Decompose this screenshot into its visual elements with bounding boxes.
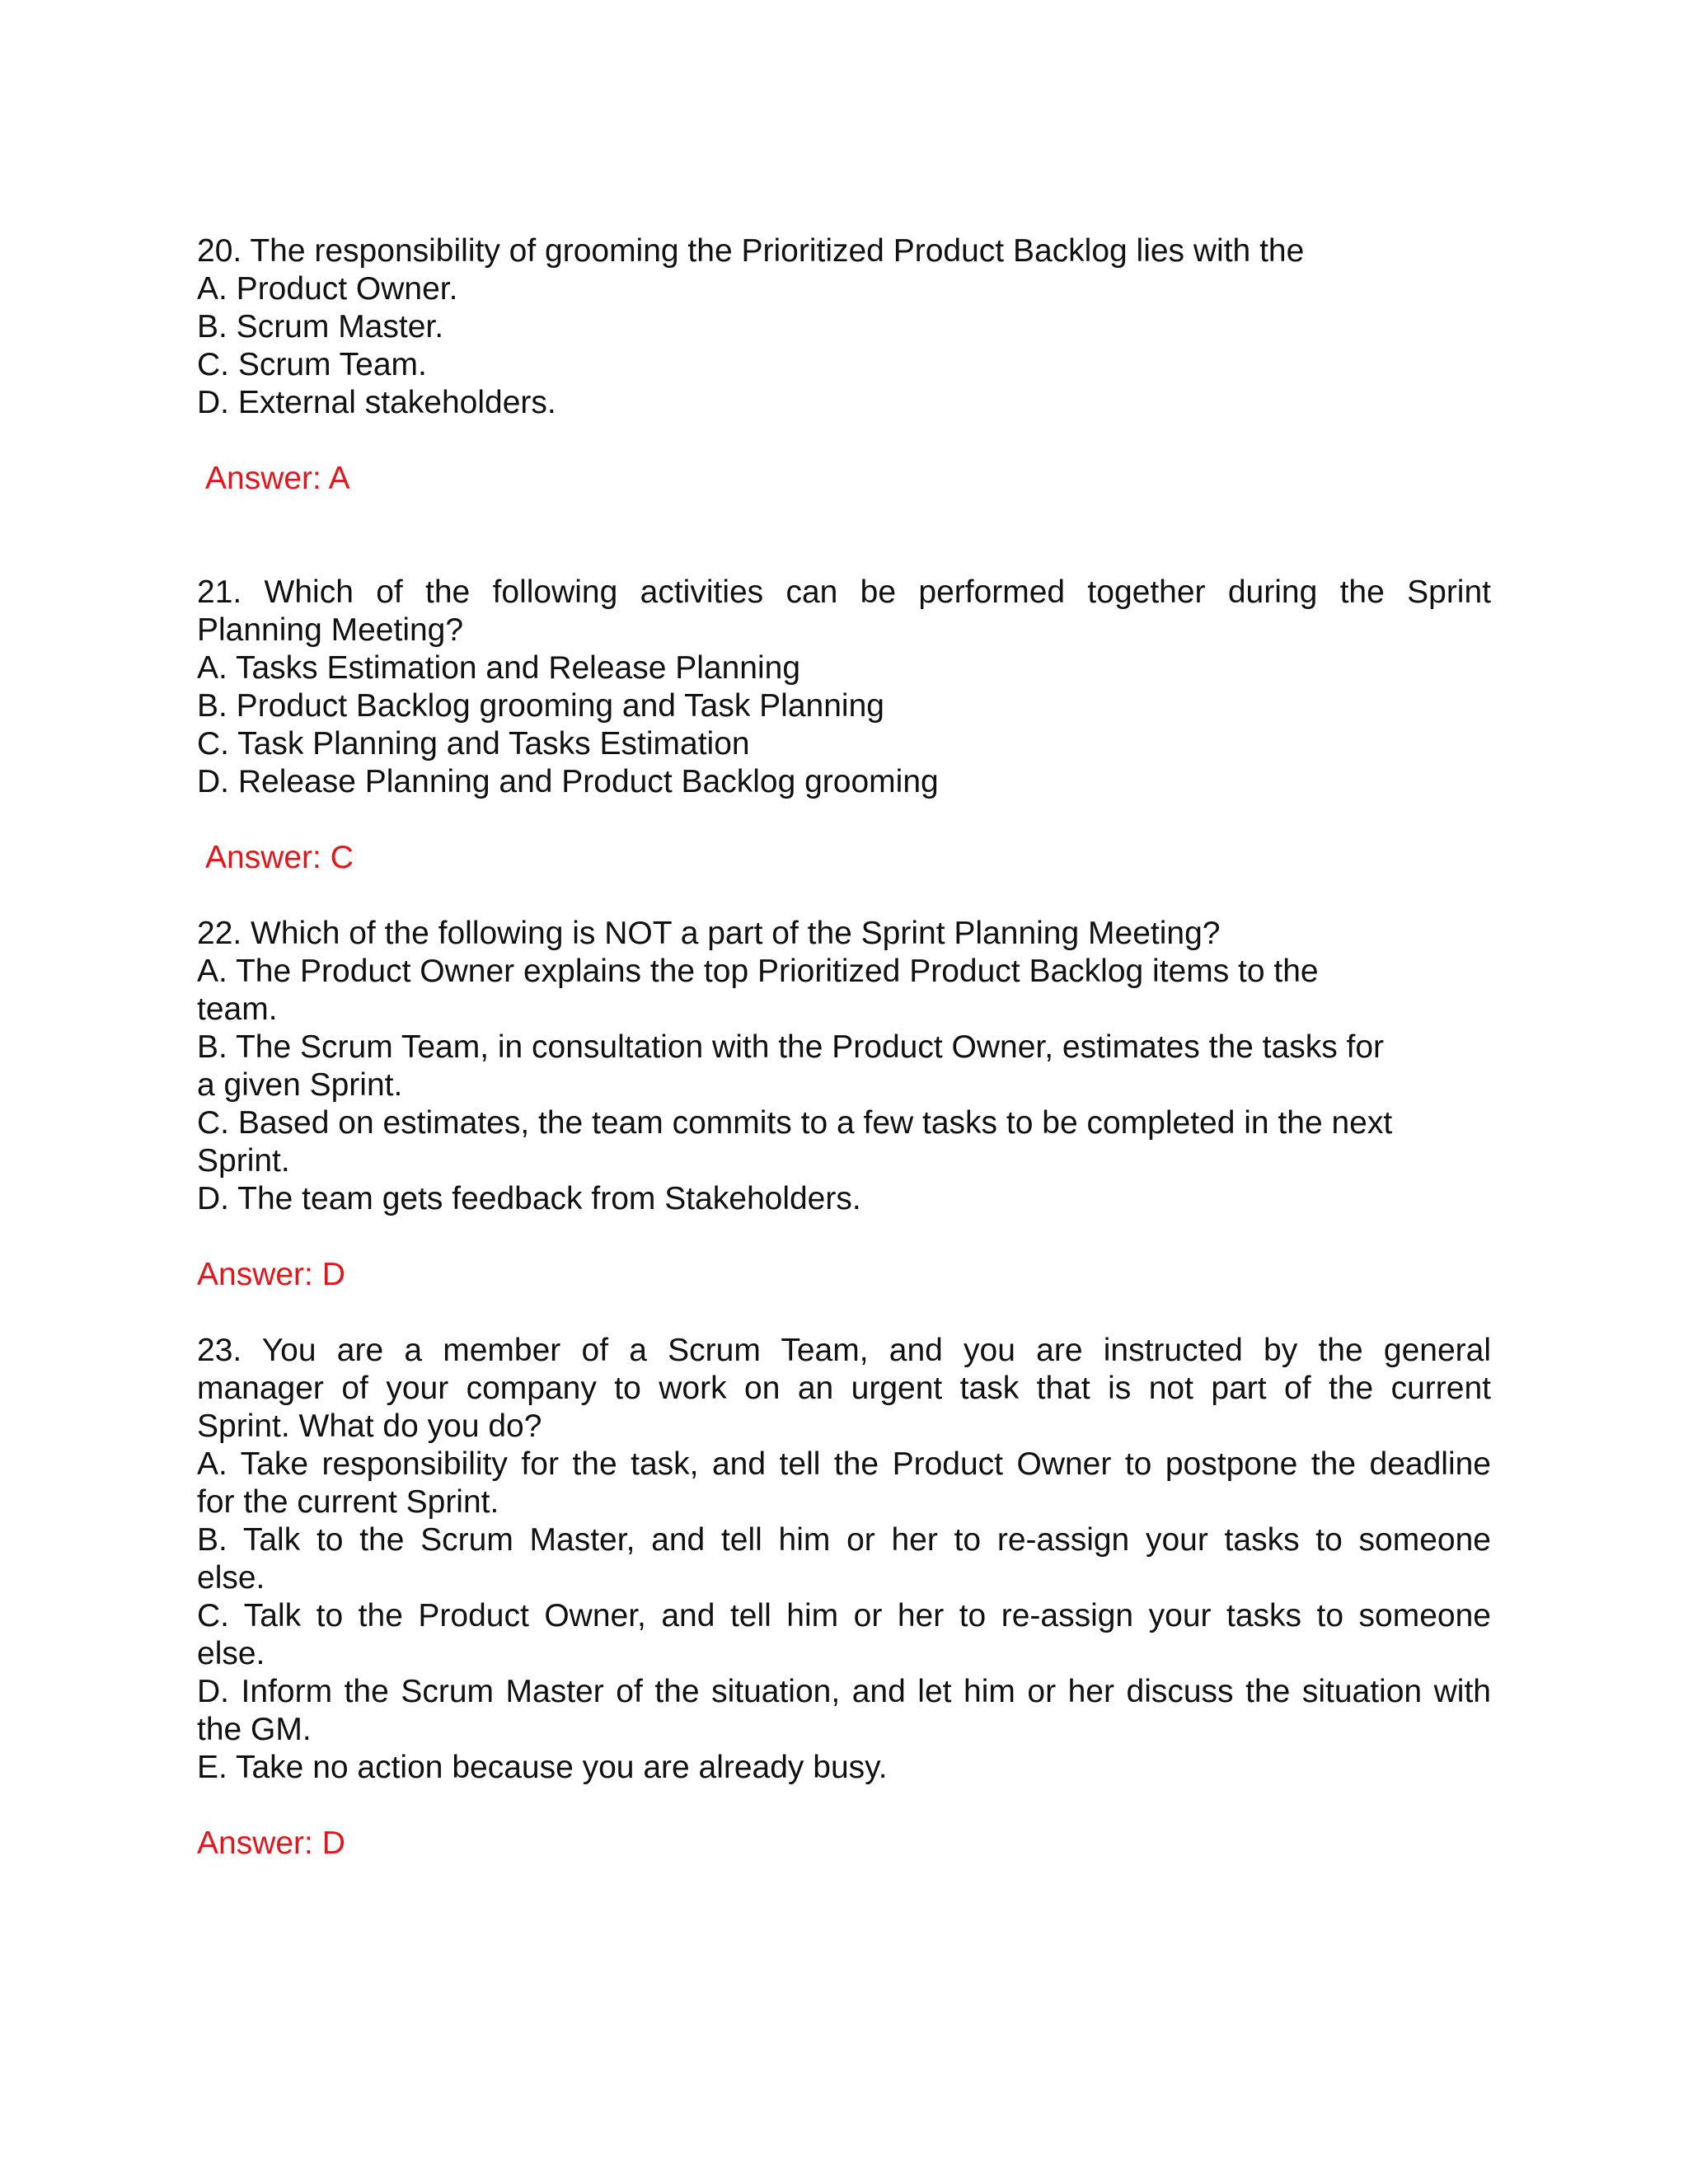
question-text-continued: manager of your company to work on an urgent task that is not part of the current: [197, 1371, 1491, 1406]
question-block-20: [197, 232, 1491, 498]
option-e: E. Take no action because you are already busy.: [197, 1750, 888, 1785]
option-c: C. Talk to the Product Owner, and tell him or her to re-assign your tasks to someone: [197, 1598, 1491, 1633]
option-c-continued: else.: [197, 1636, 265, 1671]
option-a-continued: team.: [197, 991, 278, 1027]
option-a: A. Product Owner.: [197, 271, 458, 307]
question-text-continued: Planning Meeting?: [197, 612, 464, 648]
answer-label: Answer: A: [205, 461, 350, 496]
answer-label: Answer: D: [197, 1257, 345, 1292]
question-text: 21. Which of the following activities can be performed together during the Sprint: [197, 574, 1491, 610]
option-c-continued: Sprint.: [197, 1143, 290, 1179]
option-a: A. The Product Owner explains the top Prioritized Product Backlog items to the: [197, 954, 1319, 989]
question-text: 22. Which of the following is NOT a part of the Sprint Planning Meeting?: [197, 916, 1221, 951]
question-list: [197, 232, 1491, 1863]
answer-label: Answer: D: [197, 1825, 345, 1861]
option-d: D. External stakeholders.: [197, 385, 556, 420]
question-text-end: Sprint. What do you do?: [197, 1408, 542, 1444]
option-d-continued: the GM.: [197, 1712, 312, 1747]
answer-label: Answer: C: [205, 840, 354, 875]
option-a-continued: for the current Sprint.: [197, 1484, 499, 1520]
option-d: D. Release Planning and Product Backlog grooming: [197, 764, 939, 799]
option-c: C. Based on estimates, the team commits to a few tasks to be completed in the next: [197, 1105, 1393, 1141]
option-b: B. Product Backlog grooming and Task Planning: [197, 688, 884, 724]
option-b: B. Scrum Master.: [197, 309, 444, 344]
option-b: B. The Scrum Team, in consultation with the Product Owner, estimates the tasks for: [197, 1029, 1385, 1065]
question-text: 20. The responsibility of grooming the Prioritized Product Backlog lies with the: [197, 233, 1305, 269]
option-c: C. Task Planning and Tasks Estimation: [197, 726, 750, 762]
option-c: C. Scrum Team.: [197, 347, 427, 382]
option-a: A. Take responsibility for the task, and tell the Product Owner to postpone the deadline: [197, 1446, 1491, 1482]
option-b-continued: else.: [197, 1560, 265, 1596]
option-b-continued: a given Sprint.: [197, 1067, 403, 1103]
question-block-22: [197, 915, 1491, 1294]
option-d: D. The team gets feedback from Stakeholders.: [197, 1181, 861, 1216]
option-a: A. Tasks Estimation and Release Planning: [197, 650, 801, 686]
question-block-21: [197, 574, 1491, 877]
option-d: D. Inform the Scrum Master of the situation, and let him or her discuss the situation with: [197, 1674, 1491, 1709]
option-b: B. Talk to the Scrum Master, and tell him or her to re-assign your tasks to someone: [197, 1522, 1491, 1558]
question-text: 23. You are a member of a Scrum Team, and you are instructed by the general: [197, 1333, 1491, 1368]
question-block-23: [197, 1332, 1491, 1863]
